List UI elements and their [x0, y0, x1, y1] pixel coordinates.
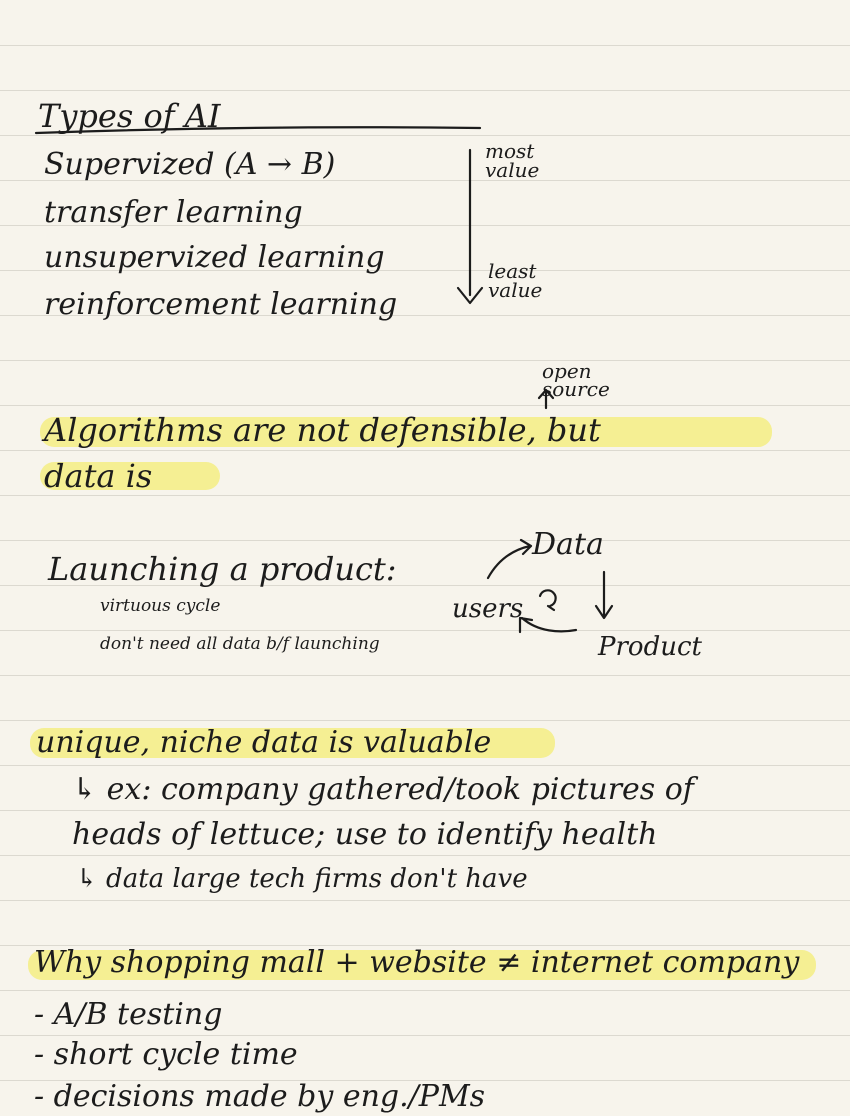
cycle-users-label: users [452, 594, 524, 624]
open-source-annotation: open source [542, 359, 610, 401]
cycle-center-loop [540, 590, 556, 610]
internet-co-item: - A/B testing [34, 997, 223, 1032]
title-underline [36, 127, 480, 133]
shopping-mall-title: Why shopping mall + website ≠ internet company [34, 945, 800, 980]
ai-type-item: reinforcement learning [44, 287, 398, 322]
open-source-arrow [539, 390, 553, 408]
cycle-arrow-product-to-users [520, 618, 576, 632]
types-of-ai-title: Types of AI [38, 97, 221, 135]
most-value-label: most value [485, 139, 540, 182]
cycle-product-label: Product [598, 632, 702, 662]
cycle-arrow-data-to-product [596, 572, 612, 618]
launching-product-title: Launching a product: [48, 550, 397, 588]
virtuous-cycle-note: virtuous cycle [100, 596, 221, 616]
ai-type-item: unsupervized learning [44, 240, 385, 275]
cycle-arrow-users-to-data [488, 540, 531, 578]
least-value-label: least value [488, 259, 543, 302]
ai-type-item: Supervized (A → B) [44, 147, 336, 182]
dont-need-all-data-note: don't need all data b/f launching [100, 634, 380, 654]
cycle-data-label: Data [532, 527, 604, 562]
lettuce-example-line: ↳ data large tech firms don't have [76, 864, 528, 894]
ai-type-item: transfer learning [44, 195, 303, 230]
internet-co-item: - decisions made by eng./PMs [34, 1079, 486, 1114]
unique-niche-title: unique, niche data is valuable [36, 725, 492, 760]
lettuce-example-line: heads of lettuce; use to identify health [72, 817, 658, 852]
algorithms-line: Algorithms are not defensible, but [44, 411, 601, 449]
lettuce-example-line: ↳ ex: company gathered/took pictures of [72, 772, 694, 807]
data-is-line: data is [44, 457, 153, 495]
internet-co-item: - short cycle time [34, 1037, 298, 1072]
